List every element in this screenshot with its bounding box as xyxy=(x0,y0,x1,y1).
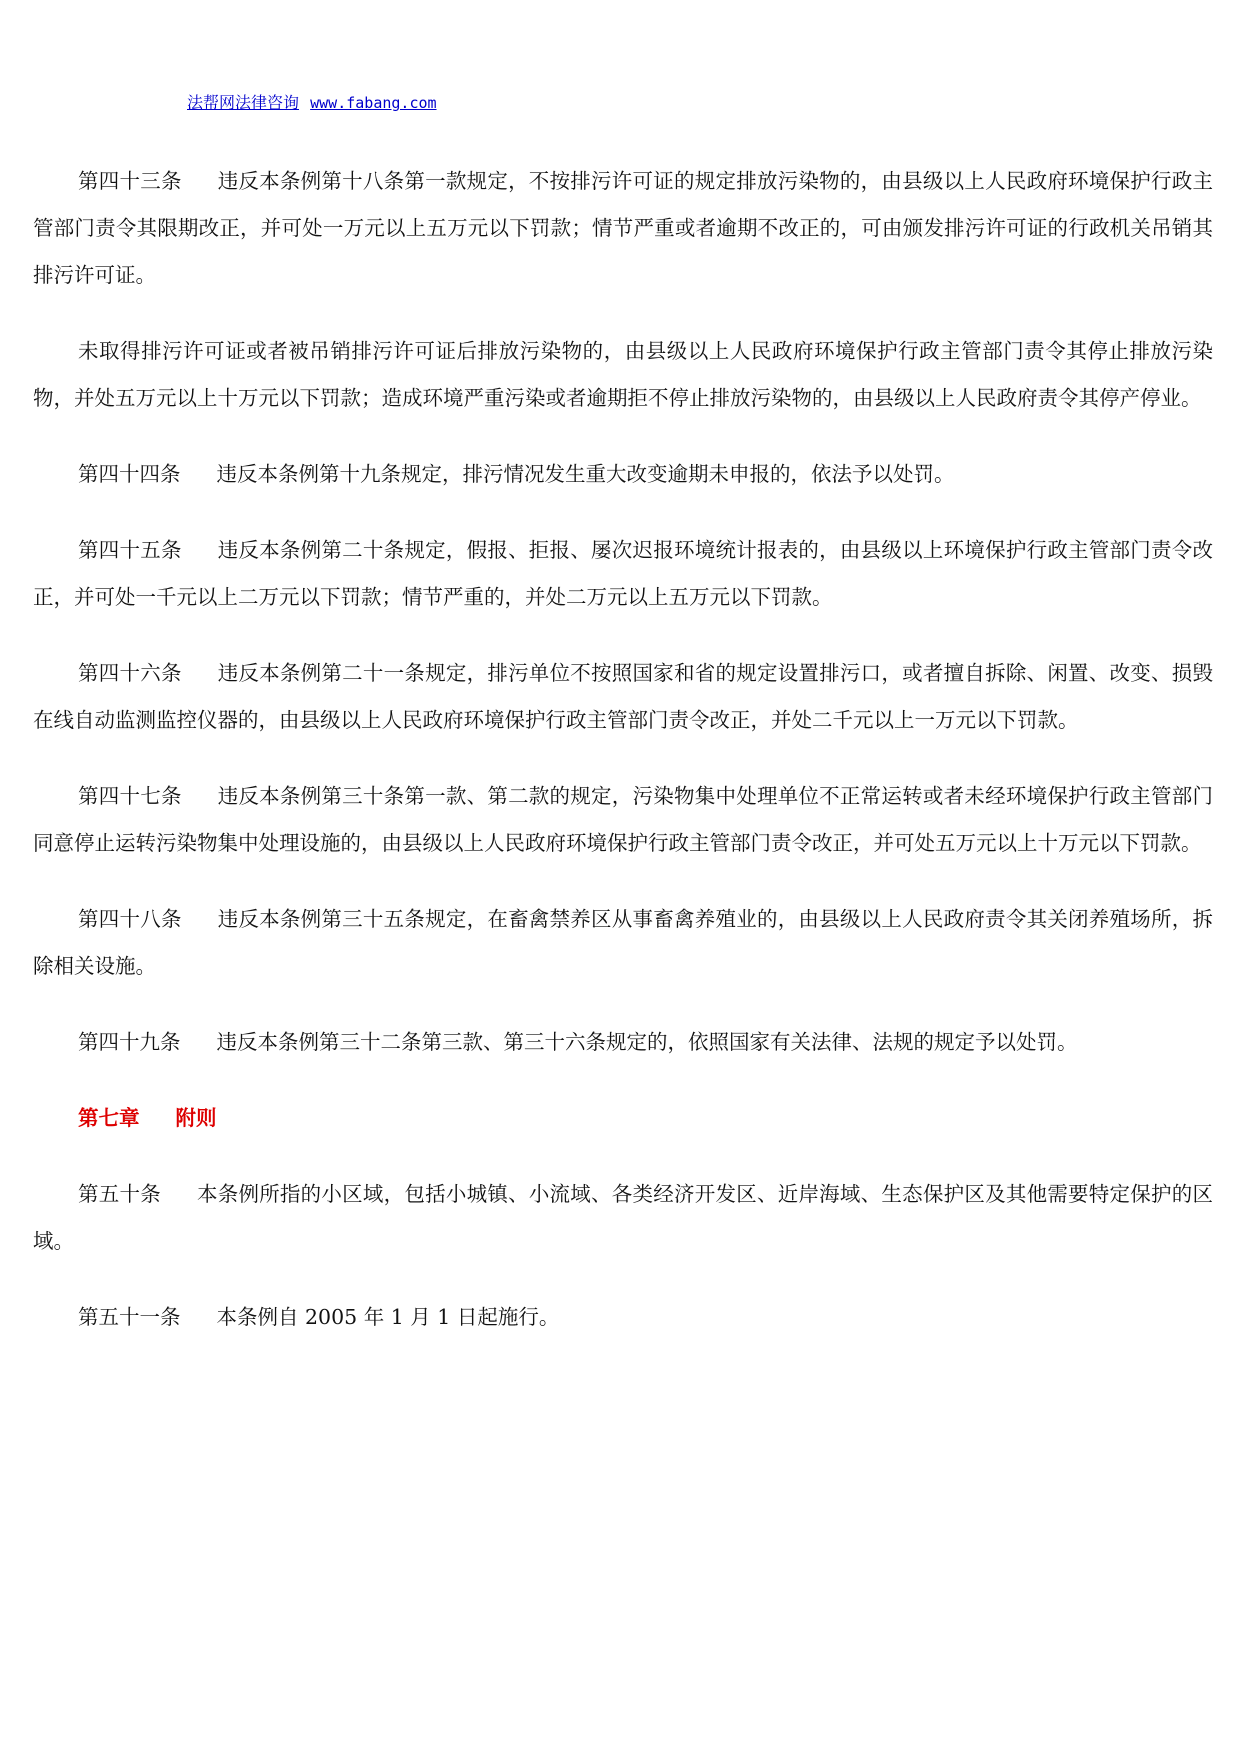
article-46 xyxy=(33,650,1213,744)
article-43-paragraph-2 xyxy=(33,328,1213,422)
article-number: 第五十条 xyxy=(78,1182,161,1206)
article-text: 违反本条例第三十二条第三款、第三十六条规定的，依照国家有关法律、法规的规定予以处罚。 xyxy=(216,1030,1078,1054)
article-number: 第四十四条 xyxy=(78,462,181,486)
article-text: 违反本条例第二十条规定，假报、拒报、屡次迟报环境统计报表的，由县级以上环境保护行政主管部门责令改正，并可处一千元以上二万元以下罚款；情节严重的，并处二万元以上五万元以下罚款。 xyxy=(33,538,1213,609)
article-50 xyxy=(33,1171,1213,1265)
article-number: 第四十六条 xyxy=(78,661,182,685)
article-51 xyxy=(33,1294,1213,1341)
article-48 xyxy=(33,896,1213,990)
chapter-heading xyxy=(33,1095,1213,1142)
site-header xyxy=(187,92,437,114)
article-text: 本条例自 2005 年 1 月 1 日起施行。 xyxy=(216,1305,560,1329)
article-number: 第四十八条 xyxy=(78,907,182,931)
article-number: 第五十一条 xyxy=(78,1305,181,1329)
article-43 xyxy=(33,158,1213,299)
article-text: 违反本条例第十八条第一款规定，不按排污许可证的规定排放污染物的，由县级以上人民政府环境保护行政主管部门责令其限期改正，并可处一万元以上五万元以下罚款；情节严重或者逾期不改正的，可由颁发排污许可证的行政机关吊销其排污许可证。 xyxy=(33,169,1213,287)
article-44 xyxy=(33,451,1213,498)
article-number: 第四十三条 xyxy=(78,169,182,193)
article-text: 本条例所指的小区域，包括小城镇、小流域、各类经济开发区、近岸海域、生态保护区及其他需要特定保护的区域。 xyxy=(33,1182,1214,1253)
article-text: 违反本条例第十九条规定，排污情况发生重大改变逾期未申报的，依法予以处罚。 xyxy=(216,462,955,486)
site-name-link[interactable]: 法帮网法律咨询 xyxy=(187,93,300,112)
site-url-link[interactable]: www.fabang.com xyxy=(310,94,437,112)
article-text: 违反本条例第三十条第一款、第二款的规定，污染物集中处理单位不正常运转或者未经环境保护行政主管部门同意停止运转污染物集中处理设施的，由县级以上人民政府环境保护行政主管部门责令改正，并可处五万元以上十万元以下罚款。 xyxy=(33,784,1213,855)
article-47 xyxy=(33,773,1213,867)
article-text: 违反本条例第三十五条规定，在畜禽禁养区从事畜禽养殖业的，由县级以上人民政府责令其关闭养殖场所，拆除相关设施。 xyxy=(33,907,1213,978)
document-body xyxy=(33,158,1213,1370)
article-number: 第四十五条 xyxy=(78,538,182,562)
article-45 xyxy=(33,527,1213,621)
article-text: 未取得排污许可证或者被吊销排污许可证后排放污染物的，由县级以上人民政府环境保护行政主管部门责令其停止排放污染物，并处五万元以上十万元以下罚款；造成环境严重污染或者逾期拒不停止排放污染物的，由县级以上人民政府责令其停产停业。 xyxy=(33,339,1213,410)
article-49 xyxy=(33,1019,1213,1066)
chapter-title: 附则 xyxy=(175,1106,217,1130)
article-number: 第四十七条 xyxy=(78,784,182,808)
article-text: 违反本条例第二十一条规定，排污单位不按照国家和省的规定设置排污口，或者擅自拆除、闲置、改变、损毁在线自动监测监控仪器的，由县级以上人民政府环境保护行政主管部门责令改正，并处二千元以上一万元以下罚款。 xyxy=(33,661,1213,732)
article-number: 第四十九条 xyxy=(78,1030,181,1054)
chapter-number: 第七章 xyxy=(78,1106,140,1130)
